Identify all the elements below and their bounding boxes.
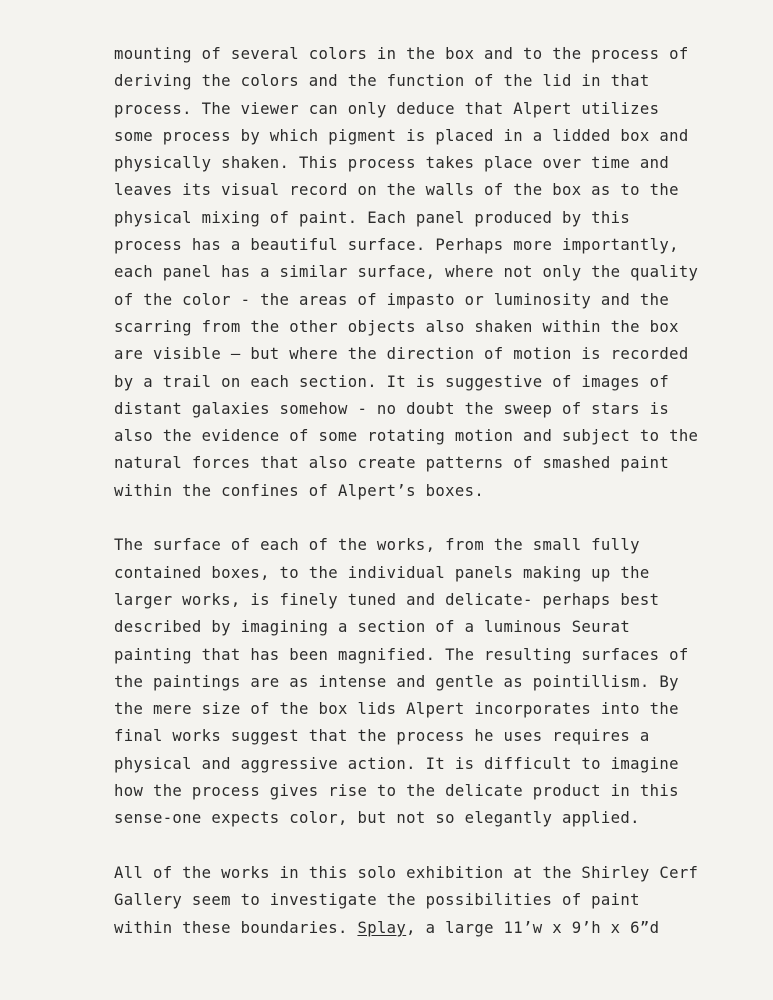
- text-line: physical and aggressive action. It is difficult to imagine: [114, 754, 679, 773]
- text-line: leaves its visual record on the walls of the box as to the: [114, 181, 679, 200]
- text-fragment: within these boundaries.: [114, 918, 358, 937]
- text-line: of the color - the areas of impasto or luminosity and the: [114, 290, 670, 309]
- text-line: painting that has been magnified. The resulting surfaces of: [114, 645, 689, 664]
- text-line: described by imagining a section of a luminous Seurat: [114, 618, 631, 637]
- text-line: process has a beautiful surface. Perhaps more importantly,: [114, 236, 679, 255]
- paragraph-3: [114, 860, 699, 942]
- text-line: some process by which pigment is placed in a lidded box and: [114, 126, 689, 145]
- text-line: each panel has a similar surface, where not only the quality: [114, 263, 699, 282]
- text-line: physically shaken. This process takes place over time and: [114, 154, 670, 173]
- text-line: sense-one expects color, but not so elegantly applied.: [114, 809, 640, 828]
- paragraph-1: [114, 41, 699, 505]
- text-line: the paintings are as intense and gentle as pointillism. By: [114, 672, 679, 691]
- text-line: mounting of several colors in the box and to the process of: [114, 45, 689, 63]
- document-page: [114, 41, 699, 969]
- text-line: by a trail on each section. It is suggestive of images of: [114, 372, 670, 391]
- text-line: the mere size of the box lids Alpert incorporates into the: [114, 700, 679, 719]
- artwork-title-splay: Splay: [357, 918, 407, 937]
- text-line: distant galaxies somehow - no doubt the sweep of stars is: [114, 399, 670, 418]
- text-line: contained boxes, to the individual panels making up the: [114, 563, 650, 582]
- text-line: are visible – but where the direction of motion is recorded: [114, 345, 689, 364]
- text-fragment: , a large 11’w x 9’h x 6”d: [406, 918, 660, 937]
- text-line: deriving the colors and the function of the lid in that: [114, 72, 650, 91]
- text-line: process. The viewer can only deduce that Alpert utilizes: [114, 99, 660, 118]
- text-line: natural forces that also create patterns of smashed paint: [114, 454, 670, 473]
- text-line-with-title: [114, 915, 674, 942]
- text-line: scarring from the other objects also shaken within the box: [114, 317, 679, 336]
- text-line: within the confines of Alpert’s boxes.: [114, 481, 485, 500]
- text-line: All of the works in this solo exhibition at the Shirley Cerf: [114, 863, 699, 882]
- text-line: final works suggest that the process he uses requires a: [114, 727, 650, 746]
- text-line: Gallery seem to investigate the possibilities of paint: [114, 891, 640, 910]
- text-line: larger works, is finely tuned and delicate- perhaps best: [114, 590, 660, 609]
- text-line: how the process gives rise to the delicate product in this: [114, 782, 679, 801]
- text-line: also the evidence of some rotating motion and subject to the: [114, 427, 699, 446]
- text-line: The surface of each of the works, from the small fully: [114, 536, 640, 555]
- paragraph-2: [114, 532, 689, 832]
- text-line: physical mixing of paint. Each panel produced by this: [114, 208, 631, 227]
